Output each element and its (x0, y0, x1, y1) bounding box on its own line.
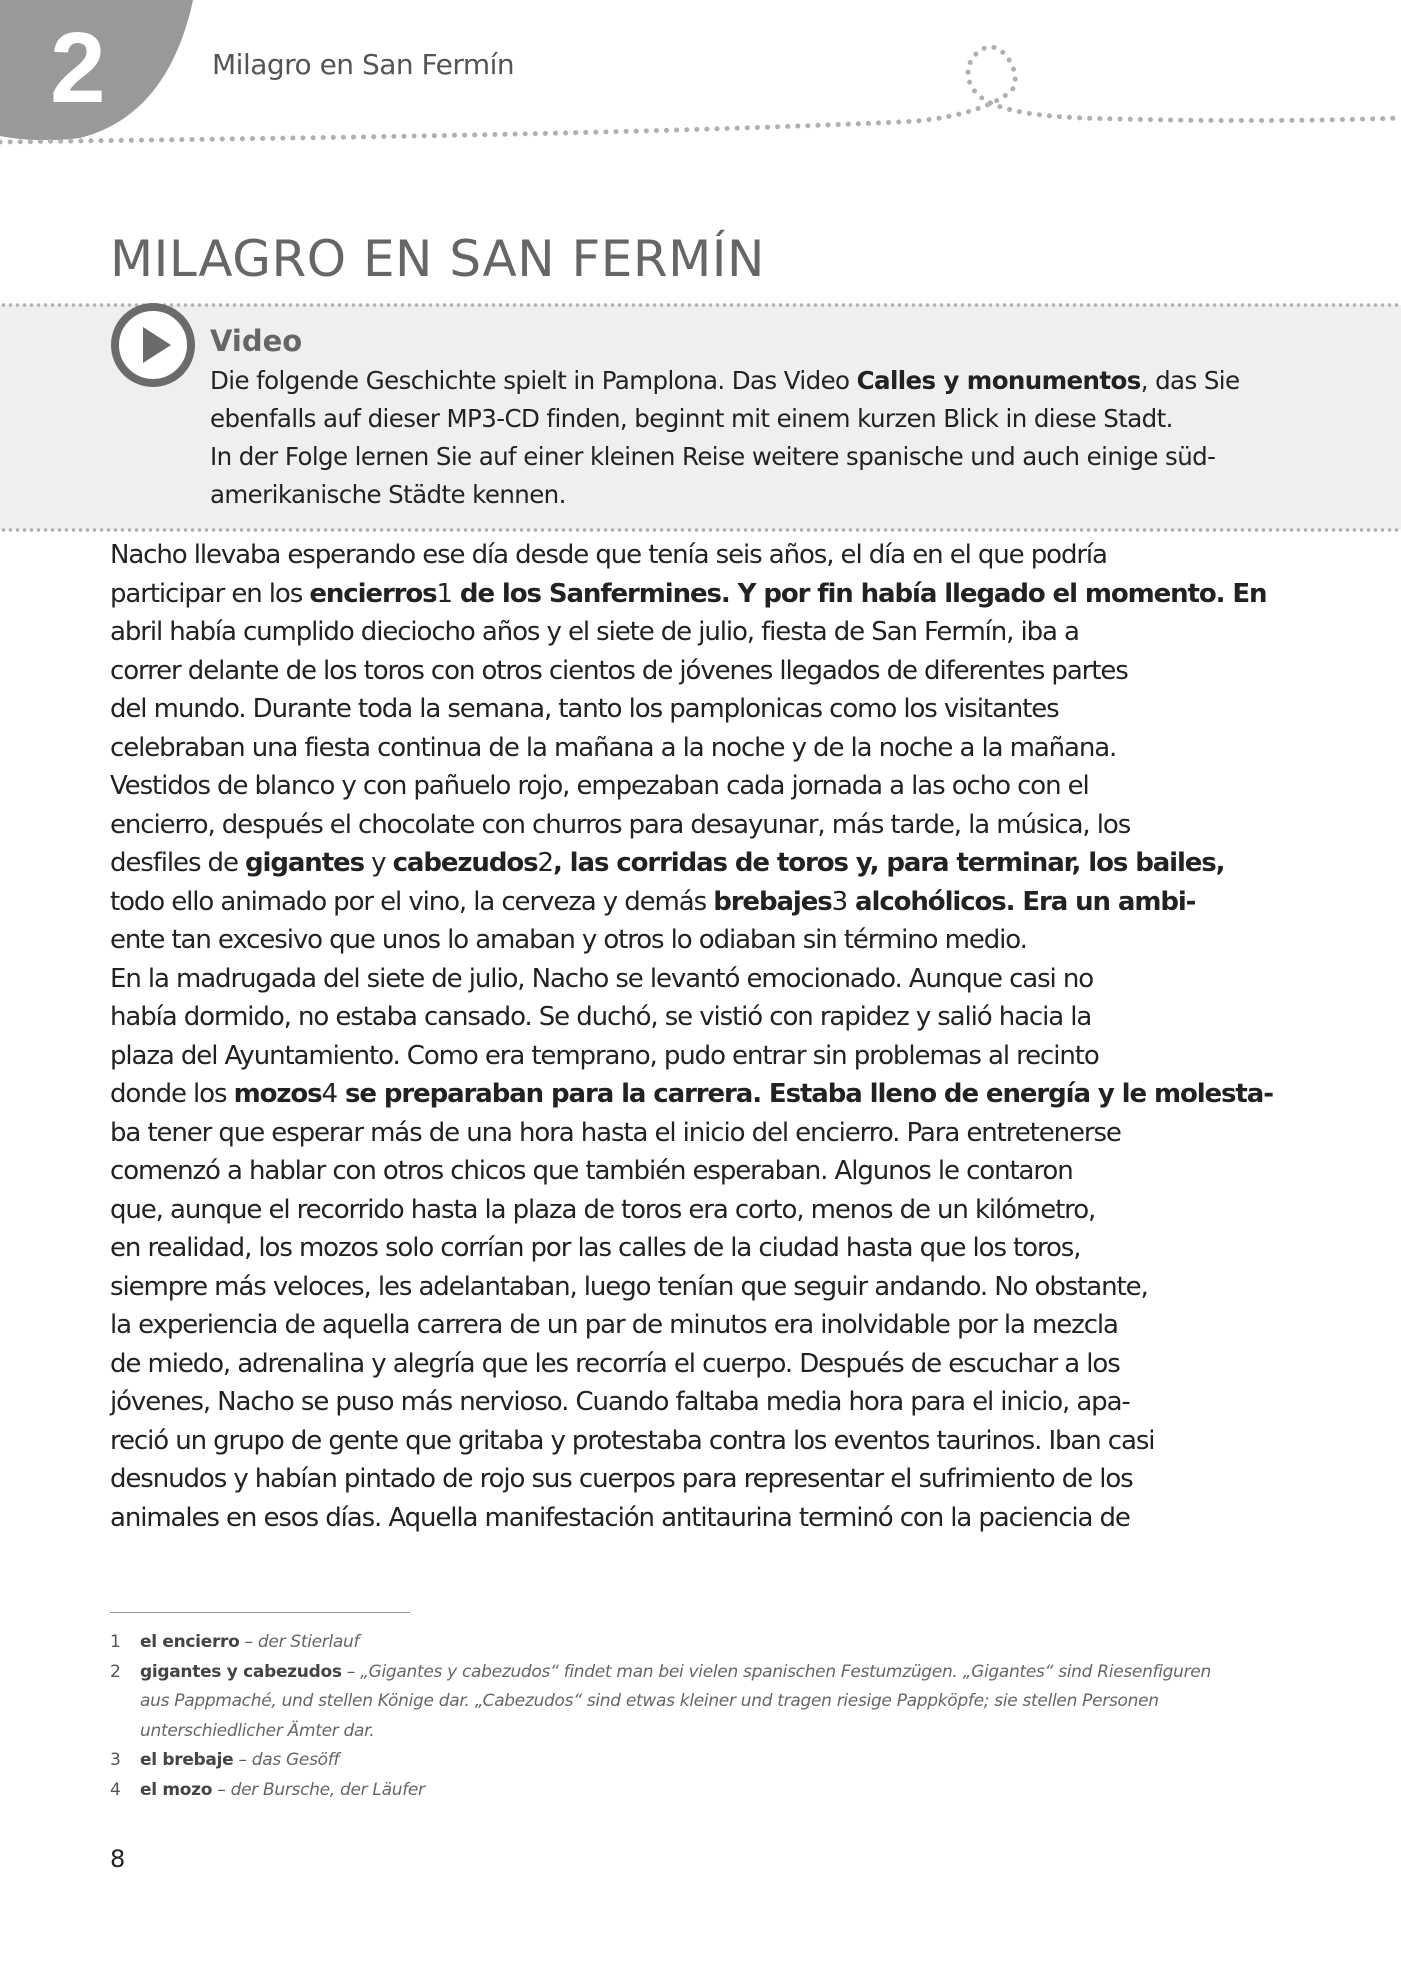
page-title: MILAGRO EN SAN FERMÍN (110, 229, 765, 288)
footnote-item: 1 el encierro – der Stierlauf (110, 1628, 1260, 1658)
footnote-number: 3 (110, 1750, 121, 1770)
text-line: donde los mozos4 se preparaban para la carrera. Estaba lleno de energía y le molesta- (110, 1079, 1273, 1109)
footnote-item: 4 el mozo – der Bursche, der Läufer (110, 1776, 1260, 1806)
text-line: del mundo. Durante toda la semana, tanto los pamplonicas como los visitantes (110, 694, 1059, 724)
chapter-number: 2 (50, 12, 106, 124)
footnote-item: 3 el brebaje – das Gesöff (110, 1746, 1260, 1776)
video-text-line: ebenfalls auf dieser MP3-CD finden, beginnt mit einem kurzen Blick in diese Stadt. (210, 404, 1173, 433)
footnote-term: el brebaje (140, 1750, 234, 1770)
decorative-dotted-line (0, 0, 1401, 150)
text-line: encierro, después el chocolate con churros para desayunar, más tarde, la música, los (110, 809, 1131, 840)
vocab-term: gigantes (245, 848, 364, 878)
footnote-definition: „Gigantes y cabezudos“ findet man bei vielen spanischen Festumzügen. „Gigantes“ sind Riesenfiguren (360, 1661, 1211, 1682)
text-line: que, aunque el recorrido hasta la plaza de toros era corto, menos de un kilómetro, (110, 1194, 1096, 1225)
footnote-number: 4 (110, 1779, 121, 1800)
text-line: participar en los encierros1 de los Sanfermines. Y por fin había llegado el momento. En (110, 578, 1267, 609)
footnote-item (110, 1717, 1260, 1747)
text-line: en realidad, los mozos solo corrían por las calles de la ciudad hasta que los toros, (110, 1233, 1081, 1263)
video-text-line: Die folgende Geschichte spielt in Pamplona. Das Video Calles y monumentos, das Sie (210, 366, 1240, 395)
footnote-term: gigantes y cabezudos (140, 1661, 342, 1682)
video-text-line: amerikanische Städte kennen. (210, 480, 566, 509)
text-line: abril había cumplido dieciocho años y el siete de julio, fiesta de San Fermín, iba a (110, 617, 1079, 647)
text-line: jóvenes, Nacho se puso más nervioso. Cuando faltaba media hora para el inicio, apa- (110, 1387, 1130, 1417)
footnote-number: 2 (110, 1661, 121, 1682)
vocab-term: de los Sanfermines. Y por fin había llegado el momento. En (451, 578, 1267, 609)
vocab-term: brebajes (713, 886, 832, 917)
vocab-term: alcohólicos. Era un ambi- (847, 886, 1196, 917)
footnote-number: 1 (110, 1632, 121, 1652)
footnote-item (110, 1687, 1260, 1717)
footnote-definition: der Bursche, der Läufer (230, 1779, 425, 1800)
video-description (210, 362, 1240, 514)
text-line: reció un grupo de gente que gritaba y protestaba contra los eventos taurinos. Iban casi (110, 1425, 1155, 1456)
video-label: Video (210, 324, 303, 358)
footnote-definition: der Stierlauf (257, 1632, 360, 1652)
dotted-divider-bottom (0, 528, 1401, 532)
text-line: la experiencia de aquella carrera de un par de minutos era inolvidable por la mezcla (110, 1310, 1118, 1340)
page-number: 8 (110, 1845, 126, 1873)
text-line: correr delante de los toros con otros cientos de jóvenes llegados de diferentes partes (110, 655, 1128, 686)
text-line: todo ello animado por el vino, la cerveza y demás brebajes3 alcohólicos. Era un ambi- (110, 886, 1196, 917)
story-text (110, 536, 1273, 1537)
text-line: desfiles de gigantes y cabezudos2, las corridas de toros y, para terminar, los bailes, (110, 848, 1225, 878)
video-text-line: In der Folge lernen Sie auf einer kleinen Reise weitere spanische und auch einige süd- (210, 442, 1216, 471)
vocab-term: , las corridas de toros y, para terminar, los bailes, (552, 848, 1225, 878)
text-line: Vestidos de blanco y con pañuelo rojo, empezaban cada jornada a las ocho con el (110, 771, 1089, 801)
text-line: había dormido, no estaba cansado. Se duchó, se vistió con rapidez y salió hacia la (110, 1002, 1092, 1032)
footnote-term: el mozo (140, 1779, 213, 1800)
text-line: celebraban una fiesta continua de la mañana a la noche y de la noche a la mañana. (110, 732, 1117, 763)
text-line: ente tan excesivo que unos lo amaban y otros lo odiaban sin término medio. (110, 925, 1027, 955)
footnotes (110, 1628, 1260, 1805)
text-line: animales en esos días. Aquella manifestación antitaurina terminó con la paciencia de (110, 1502, 1130, 1533)
text-line: comenzó a hablar con otros chicos que también esperaban. Algunos le contaron (110, 1156, 1073, 1186)
video-title-link: Calles y monumentos (856, 366, 1141, 395)
footnote-definition: aus Pappmaché, und stellen Könige dar. „Cabezudos“ sind etwas kleiner und tragen riesige Pappköpfe; sie stellen Personen (140, 1691, 1159, 1711)
footnote-definition: unterschiedlicher Ämter dar. (140, 1720, 375, 1741)
footnote-term: el encierro (140, 1632, 240, 1652)
footnote-definition: das Gesöff (251, 1750, 340, 1770)
footnote-item: 2 gigantes y cabezudos – „Gigantes y cabezudos“ findet man bei vielen spanischen Festumzügen. „Gigantes“ sind Riesenfiguren (110, 1658, 1260, 1688)
play-circle-icon[interactable] (108, 300, 198, 390)
vocab-term: mozos (233, 1079, 322, 1109)
text-line: ba tener que esperar más de una hora hasta el inicio del encierro. Para entretenerse (110, 1117, 1121, 1148)
vocab-term: se preparaban para la carrera. Estaba lleno de energía y le molesta- (337, 1079, 1273, 1109)
vocab-term: cabezudos (392, 848, 538, 878)
footnote-divider (110, 1612, 410, 1613)
text-line: de miedo, adrenalina y alegría que les recorría el cuerpo. Después de escuchar a los (110, 1348, 1120, 1379)
vocab-term: encierros (309, 578, 437, 609)
running-title: Milagro en San Fermín (212, 48, 515, 81)
dotted-divider-top (0, 303, 1401, 307)
text-line: En la madrugada del siete de julio, Nacho se levantó emocionado. Aunque casi no (110, 963, 1094, 994)
text-line: desnudos y habían pintado de rojo sus cuerpos para representar el sufrimiento de los (110, 1464, 1133, 1494)
text-line: Nacho llevaba esperando ese día desde que tenía seis años, el día en el que podría (110, 540, 1107, 570)
text-line: plaza del Ayuntamiento. Como era temprano, pudo entrar sin problemas al recinto (110, 1040, 1099, 1071)
text-line: siempre más veloces, les adelantaban, luego tenían que seguir andando. No obstante, (110, 1271, 1148, 1302)
